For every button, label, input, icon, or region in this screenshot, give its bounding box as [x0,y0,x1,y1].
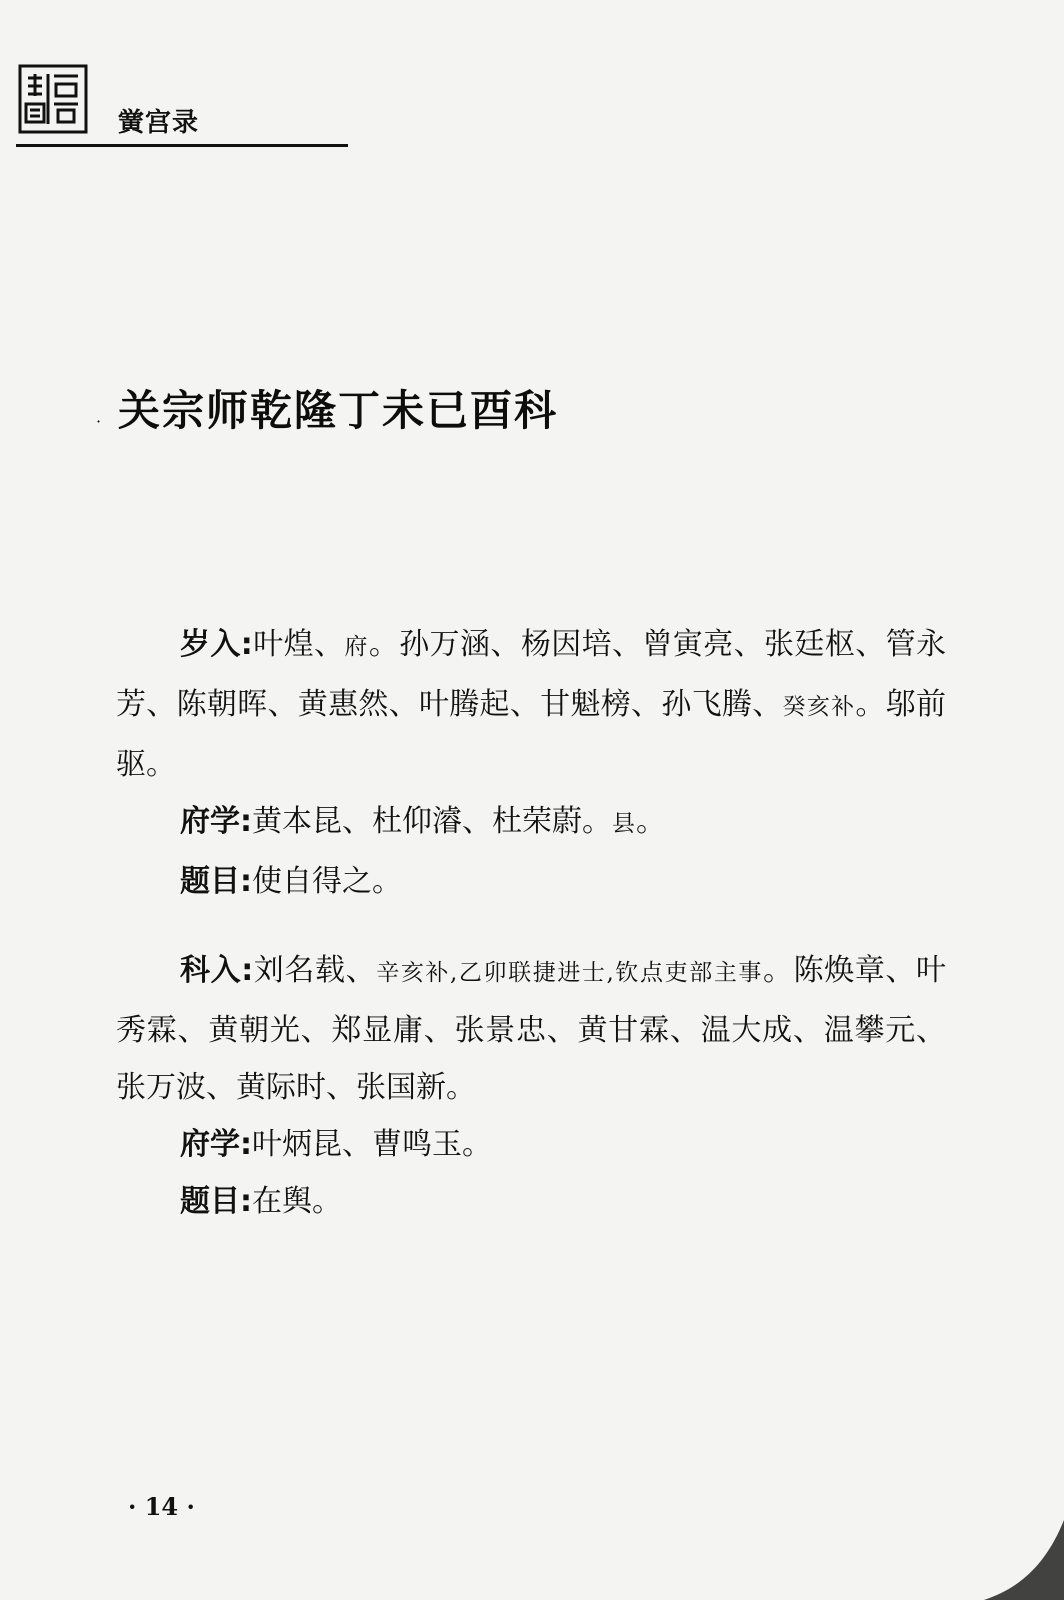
topic-label: 题目: [180,864,252,899]
intake-label: 科入: [180,953,254,988]
intake-paragraph [116,616,946,793]
section-a [116,616,946,910]
separator: 、 [345,953,377,988]
prefecture-label: 府学: [180,1127,252,1162]
corner-shadow [974,1510,1064,1600]
intake-tail: 。陈焕章、叶秀霖、黄朝光、郑显庸、张景忠、黄甘霖、温大成、温攀元、张万波、黄际时、张国新。 [116,953,947,1105]
topic-text: 在舆。 [252,1184,342,1219]
prefecture-names: 叶炳昆、曹鸣玉。 [252,1127,492,1162]
topic-line [116,853,946,910]
intake-note-second: 癸亥补 [782,694,856,720]
prefecture-note: 县 [612,811,636,837]
header-rule [16,144,348,147]
intake-name-first: 刘名载 [253,953,346,988]
topic-text: 使自得之。 [252,864,402,899]
intake-paragraph [116,942,946,1116]
intake-note-first: 府 [344,634,369,660]
section-b [116,942,946,1230]
intake-name-first: 叶煌 [252,627,315,662]
title-bullet-dot: · [96,412,102,431]
chapter-title: 关宗师乾隆丁未已酉科 [118,386,559,435]
topic-label: 题目: [180,1184,252,1219]
prefecture-label: 府学: [180,804,252,839]
prefecture-tail: 。 [636,804,666,839]
running-head-title: 黉宫录 [118,108,200,138]
topic-line [116,1173,946,1230]
separator: 、 [752,687,783,722]
prefecture-names: 黄本昆、杜仰濬、杜荣蔚。 [252,804,612,839]
prefecture-line [116,1116,946,1173]
intake-note-first: 辛亥补,乙卯联捷进士,钦点吏部主事 [376,960,764,986]
intake-names: 。孙万涵、杨因培、曾寅亮、张廷枢、管永芳、陈朝晖、黄惠然、叶腾起、甘魁榜、孙飞腾 [116,627,947,722]
page-number: · 14 · [128,1492,195,1521]
intake-label: 岁入: [180,627,253,662]
separator: 、 [314,627,345,662]
prefecture-line [116,793,946,853]
intake-tail: 。邬前驱。 [116,687,947,782]
seal-stamp-icon [18,64,88,134]
